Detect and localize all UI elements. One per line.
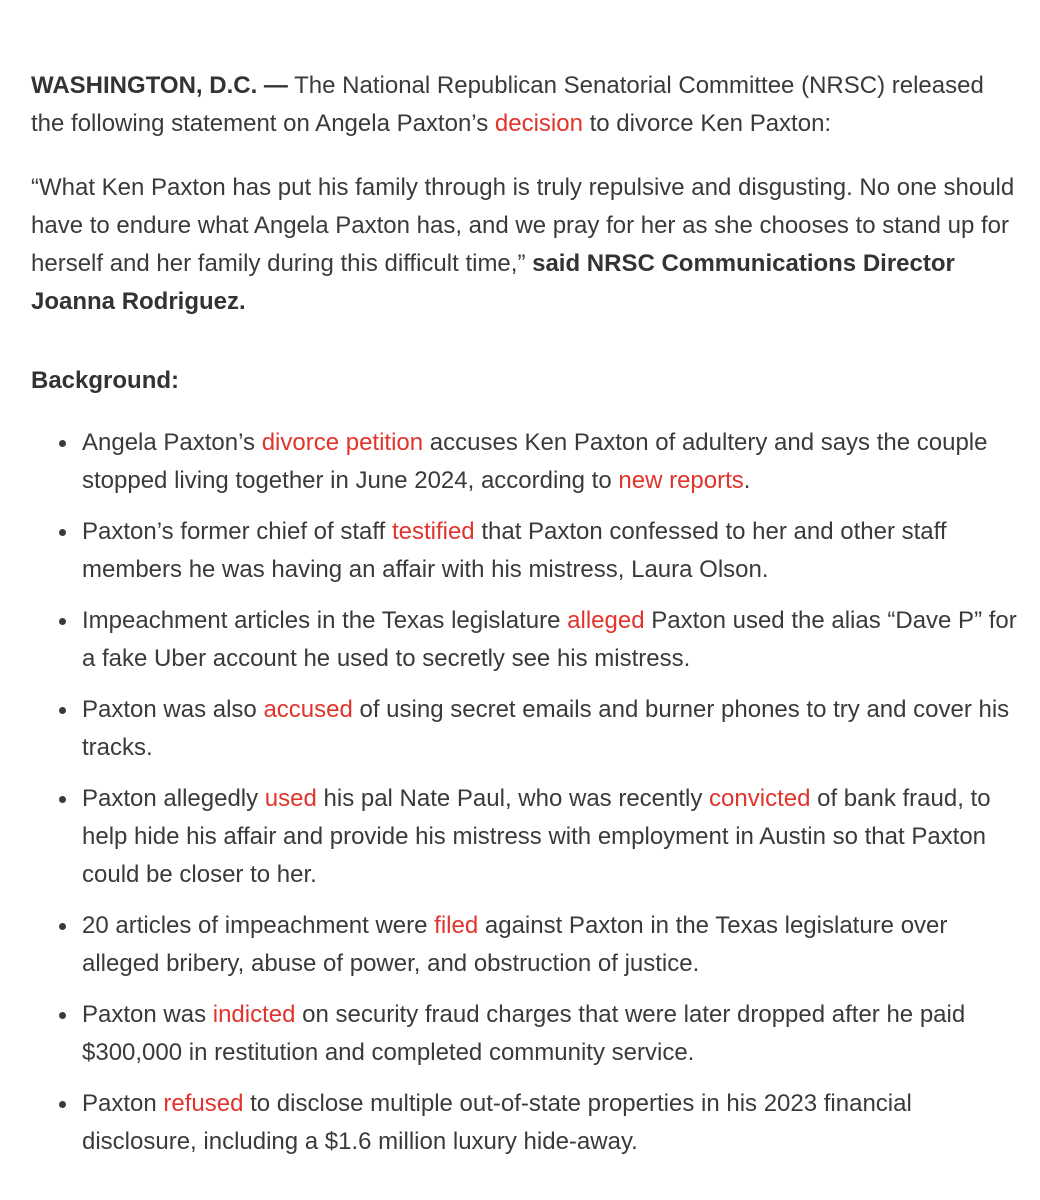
- bullet-text: Impeachment articles in the Texas legislature: [82, 607, 568, 634]
- convicted-link[interactable]: convicted: [709, 785, 811, 812]
- list-item: [82, 780, 1022, 894]
- intro-text-end: to divorce Ken Paxton:: [582, 110, 832, 137]
- alleged-link[interactable]: alleged: [567, 607, 645, 634]
- filed-link[interactable]: filed: [434, 912, 479, 939]
- bullet-text: 20 articles of impeachment were: [82, 912, 435, 939]
- decision-link[interactable]: decision: [494, 110, 583, 137]
- divorce-petition-link[interactable]: divorce petition: [261, 429, 424, 456]
- bullet-text: of using secret emails and burner phones to try and cover his tracks.: [82, 696, 1010, 761]
- testified-link[interactable]: testified: [391, 518, 475, 545]
- bullet-text: accuses Ken Paxton of adultery and says the couple stopped living together in June 2024, according to: [82, 429, 988, 494]
- dateline: WASHINGTON, D.C. —: [31, 72, 288, 99]
- background-list: [82, 424, 1022, 1174]
- list-item: [82, 513, 1022, 589]
- bullet-text: of bank fraud, to help hide his affair and provide his mistress with employment in Austin so that Paxton could be closer to her.: [82, 785, 991, 888]
- bullet-text: .: [743, 467, 751, 494]
- bullet-text: Paxton’s former chief of staff: [82, 518, 392, 545]
- bullet-text: Paxton was: [82, 1001, 213, 1028]
- used-link[interactable]: used: [264, 785, 317, 812]
- accused-link[interactable]: accused: [263, 696, 353, 723]
- bullet-text: Paxton: [82, 1090, 164, 1117]
- intro-text: The National Republican Senatorial Committee (NRSC) released the following statement on Angela Paxton’s: [31, 72, 984, 137]
- list-item: [82, 424, 1022, 500]
- new-reports-link[interactable]: new reports: [618, 467, 744, 494]
- intro-paragraph: [31, 67, 1021, 143]
- list-item: [82, 996, 1022, 1072]
- quote-text: “What Ken Paxton has put his family through is truly repulsive and disgusting. No one should have to endure what Angela Paxton has, and we pray for her as she chooses to stand up for herself and her family during this difficult time,”: [31, 174, 1015, 277]
- bullet-text: to disclose multiple out-of-state properties in his 2023 financial disclosure, including a $1.6 million luxury hide-away.: [82, 1090, 912, 1155]
- list-item: [82, 1085, 1022, 1161]
- quote-attribution: said NRSC Communications Director Joanna Rodriguez.: [31, 250, 955, 315]
- list-item: [82, 602, 1022, 678]
- background-heading: [31, 362, 1021, 400]
- list-item: [82, 691, 1022, 767]
- bullet-text: Angela Paxton’s: [82, 429, 262, 456]
- background-heading-label: Background:: [31, 367, 180, 394]
- bullet-text: that Paxton confessed to her and other staff members he was having an affair with his mistress, Laura Olson.: [82, 518, 947, 583]
- bullet-text: Paxton used the alias “Dave P” for a fake Uber account he used to secretly see his mistress.: [82, 607, 1017, 672]
- list-item: [82, 907, 1022, 983]
- bullet-text: Paxton allegedly: [82, 785, 265, 812]
- indicted-link[interactable]: indicted: [212, 1001, 296, 1028]
- bullet-text: on security fraud charges that were later dropped after he paid $300,000 in restitution and completed community service.: [82, 1001, 966, 1066]
- bullet-text: Paxton was also: [82, 696, 264, 723]
- refused-link[interactable]: refused: [163, 1090, 244, 1117]
- bullet-text: his pal Nate Paul, who was recently: [316, 785, 710, 812]
- quote-paragraph: [31, 169, 1021, 321]
- bullet-text: against Paxton in the Texas legislature over alleged bribery, abuse of power, and obstruction of justice.: [82, 912, 948, 977]
